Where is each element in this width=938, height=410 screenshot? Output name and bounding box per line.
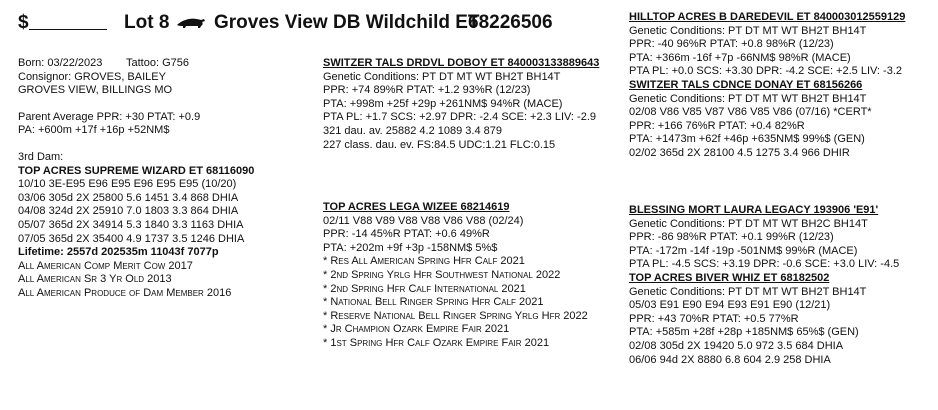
sire-block (323, 57, 599, 152)
sire-sire-genetic-conditions: Genetic Conditions: PT DT MT WT BH2T BH14T (629, 24, 867, 37)
dam-sire-pta-pl: PTA PL: -4.5 SCS: +3.19 DPR: -0.6 SCE: +3.0 LIV: -4.5 (629, 258, 900, 271)
sire-sire-name: HILLTOP ACRES B DAREDEVIL ET 840003012559129 (629, 11, 906, 23)
third-dam-classification: 10/10 3E-E95 E96 E95 E96 E95 E95 (10/20) (18, 178, 237, 191)
sire-classified-daughters: 227 class. dau. ev. FS:84.5 UDC:1.21 FLC:0.15 (323, 138, 556, 151)
lot-number: Lot 8 (124, 12, 170, 33)
sire-sire-pta-pl: PTA PL: +0.0 SCS: +3.30 DPR: -4.2 SCE: +2.5 LIV: -3.2 (629, 65, 903, 78)
sire-sire-block (629, 11, 905, 161)
dam-sire-genetic-conditions: Genetic Conditions: PT DT MT WT BH2C BH14T (629, 217, 868, 230)
third-dam-award: All American Produce of Dam Member 2016 (18, 286, 232, 299)
dam-sire-block (629, 204, 899, 367)
third-dam-record: 05/07 365d 2X 34914 5.3 1840 3.3 1163 DHIA (18, 218, 244, 231)
sire-dam-ppr: PPR: +166 76%R PTAT: +0.4 82%R (629, 119, 805, 132)
sire-pta: PTA: +998m +25f +29p +261NM$ 94%R (MACE) (323, 97, 563, 110)
registration-number: 68226506 (468, 12, 553, 33)
dam-dam-record: 06/06 94d 2X 8880 6.8 604 2.9 258 DHIA (629, 353, 831, 366)
third-dam-record: 04/08 324d 2X 25910 7.0 1803 3.3 864 DHIA (18, 205, 239, 218)
farm-location: GROVES VIEW, BILLINGS MO (18, 84, 173, 97)
third-dam-award: All American Comp Merit Cow 2017 (18, 259, 193, 272)
animal-name: Groves View DB Wildchild ET (214, 12, 480, 33)
dam-dam-ppr: PPR: +43 70%R PTAT: +0.5 77%R (629, 312, 799, 325)
sire-daughters-average: 321 dau. av. 25882 4.2 1089 3.4 879 (323, 124, 503, 137)
dam-dam-name: TOP ACRES BIVER WHIZ ET 68182502 (629, 271, 830, 284)
price-symbol: $ (18, 12, 29, 33)
dam-award: * 1st Spring Hfr Calf Ozark Empire Fair 2021 (323, 336, 550, 349)
sire-dam-pta: PTA: +1473m +62f +46p +635NM$ 99%$ (GEN) (629, 133, 865, 146)
sire-sire-pta: PTA: +366m -16f +7p -66NM$ 98%R (MACE) (629, 51, 851, 64)
price-blank-line (29, 13, 107, 30)
dam-name: TOP ACRES LEGA WIZEE 68214619 (323, 201, 510, 213)
dam-ppr: PPR: -14 45%R PTAT: +0.6 49%R (323, 228, 490, 241)
sire-name: SWITZER TALS DRDVL DOBOY ET 840003133889643 (323, 57, 600, 69)
dam-sire-ppr: PPR: -86 98%R PTAT: +0.1 99%R (12/23) (629, 231, 834, 244)
dam-award: * Jr Champion Ozark Empire Fair 2021 (323, 323, 510, 336)
third-dam-record: 03/06 305d 2X 25800 5.6 1451 3.4 868 DHIA (18, 191, 239, 204)
dam-pta: PTA: +202m +9f +3p -158NM$ 5%$ (323, 241, 498, 254)
sire-dam-genetic-conditions: Genetic Conditions: PT DT MT WT BH2T BH14T (629, 92, 867, 105)
dam-award: * 2nd Spring Hfr Calf International 2021 (323, 282, 526, 295)
sire-dam-record: 02/02 365d 2X 28100 4.5 1275 3.4 966 DHIR (629, 146, 850, 159)
dam-sire-name: BLESSING MORT LAURA LEGACY 193906 'E91' (629, 204, 879, 216)
third-dam-label: 3rd Dam: (18, 150, 64, 163)
sire-dam-classification: 02/08 V86 V85 V87 V86 V85 V86 (07/16) *CERT* (629, 106, 872, 119)
dam-block (323, 201, 588, 351)
sire-ppr: PPR: +74 89%R PTAT: +1.2 93%R (12/23) (323, 84, 531, 97)
dam-award: * 2nd Spring Yrlg Hfr Southwest National 2022 (323, 268, 561, 281)
price-field (18, 12, 107, 34)
sire-dam-name: SWITZER TALS CDNCE DONAY ET 68156266 (629, 78, 863, 91)
born-tattoo-row (18, 57, 254, 71)
dam-award: * Res All American Spring Hfr Calf 2021 (323, 255, 525, 268)
third-dam-lifetime: Lifetime: 2557d 202535m 11043f 7077p (18, 246, 219, 259)
dam-dam-genetic-conditions: Genetic Conditions: PT DT MT WT BH2T BH14T (629, 285, 867, 298)
consignor: Consignor: GROVES, BAILEY (18, 70, 166, 83)
sire-genetic-conditions: Genetic Conditions: PT DT MT WT BH2T BH14T (323, 70, 561, 83)
dam-dam-record: 02/08 305d 2X 19420 5.0 972 3.5 684 DHIA (629, 339, 844, 352)
third-dam-award: All American Sr 3 Yr Old 2013 (18, 273, 172, 286)
third-dam-record: 07/05 365d 2X 35400 4.9 1737 3.5 1246 DHIA (18, 232, 245, 245)
dam-award: * Reserve National Bell Ringer Spring Yrlg Hfr 2022 (323, 309, 588, 322)
dam-classification: 02/11 V88 V89 V88 V88 V86 V88 (02/24) (323, 214, 524, 227)
born-date: Born: 03/22/2023 (18, 57, 103, 69)
cow-icon (176, 16, 206, 30)
dam-dam-classification: 05/03 E91 E90 E94 E93 E91 E90 (12/21) (629, 299, 831, 312)
parent-average-pa: PA: +600m +17f +16p +52NM$ (18, 124, 170, 137)
dam-sire-pta: PTA: -172m -14f -19p -501NM$ 99%R (MACE) (629, 244, 858, 257)
tattoo: Tattoo: G756 (126, 57, 189, 69)
dam-award: * National Bell Ringer Spring Hfr Calf 2021 (323, 296, 544, 309)
sire-sire-ppr: PPR: -40 96%R PTAT: +0.8 98%R (12/23) (629, 38, 834, 51)
sire-pta-pl: PTA PL: +1.7 SCS: +2.97 DPR: -2.4 SCE: +2.3 LIV: -2.9 (323, 111, 597, 124)
animal-info (18, 57, 254, 301)
parent-average-ppr: Parent Average PPR: +30 PTAT: +0.9 (18, 110, 201, 123)
dam-dam-pta: PTA: +585m +28f +28p +185NM$ 65%$ (GEN) (629, 326, 859, 339)
third-dam-name: TOP ACRES SUPREME WIZARD ET 68116090 (18, 164, 255, 177)
